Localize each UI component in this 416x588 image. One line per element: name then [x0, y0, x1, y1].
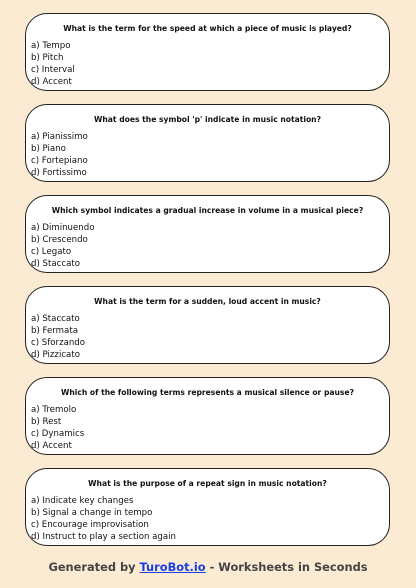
- question-card-2: [25, 104, 390, 182]
- question-card-1: [25, 13, 390, 91]
- option-a: a) Diminuendo: [31, 223, 95, 233]
- option-d: d) Pizzicato: [31, 350, 80, 360]
- option-a: a) Indicate key changes: [31, 496, 134, 506]
- option-d: d) Instruct to play a section again: [31, 532, 176, 542]
- options-list: [31, 222, 94, 270]
- question-card-3: [25, 195, 390, 273]
- option-b: b) Piano: [31, 144, 66, 154]
- question-text: What is the term for a sudden, loud accent in music?: [94, 297, 321, 306]
- question-card-5: [25, 377, 390, 455]
- footer-prefix: Generated by: [48, 560, 140, 574]
- option-d: d) Fortissimo: [31, 168, 87, 178]
- options-list: [31, 131, 88, 179]
- question-text: Which of the following terms represents a musical silence or pause?: [61, 388, 354, 397]
- option-a: a) Tempo: [31, 41, 71, 51]
- option-b: b) Crescendo: [31, 235, 88, 245]
- option-d: d) Staccato: [31, 259, 80, 269]
- option-c: c) Fortepiano: [31, 156, 88, 166]
- option-a: a) Tremolo: [31, 405, 77, 415]
- footer-suffix: - Worksheets in Seconds: [205, 560, 368, 574]
- option-b: b) Rest: [31, 417, 62, 427]
- option-c: c) Sforzando: [31, 338, 86, 348]
- option-a: a) Staccato: [31, 314, 80, 324]
- question-card-6: [25, 468, 390, 546]
- option-c: c) Interval: [31, 65, 75, 75]
- option-a: a) Pianissimo: [31, 132, 88, 142]
- question-text: What is the term for the speed at which a piece of music is played?: [63, 24, 352, 33]
- question-card-4: [25, 286, 390, 364]
- option-b: b) Signal a change in tempo: [31, 508, 153, 518]
- option-d: d) Accent: [31, 77, 72, 87]
- options-list: [31, 40, 75, 88]
- turobot-link[interactable]: TuroBot.io: [139, 560, 206, 574]
- option-b: b) Fermata: [31, 326, 78, 336]
- question-text: What does the symbol 'p' indicate in music notation?: [94, 115, 321, 124]
- options-list: [31, 313, 85, 361]
- options-list: [31, 495, 176, 543]
- option-c: c) Dynamics: [31, 429, 85, 439]
- option-c: c) Encourage improvisation: [31, 520, 149, 530]
- footer: [0, 560, 416, 574]
- question-text: What is the purpose of a repeat sign in music notation?: [88, 479, 327, 488]
- option-c: c) Legato: [31, 247, 72, 257]
- question-text: Which symbol indicates a gradual increase in volume in a musical piece?: [51, 206, 364, 215]
- option-b: b) Pitch: [31, 53, 64, 63]
- options-list: [31, 404, 84, 452]
- option-d: d) Accent: [31, 441, 72, 451]
